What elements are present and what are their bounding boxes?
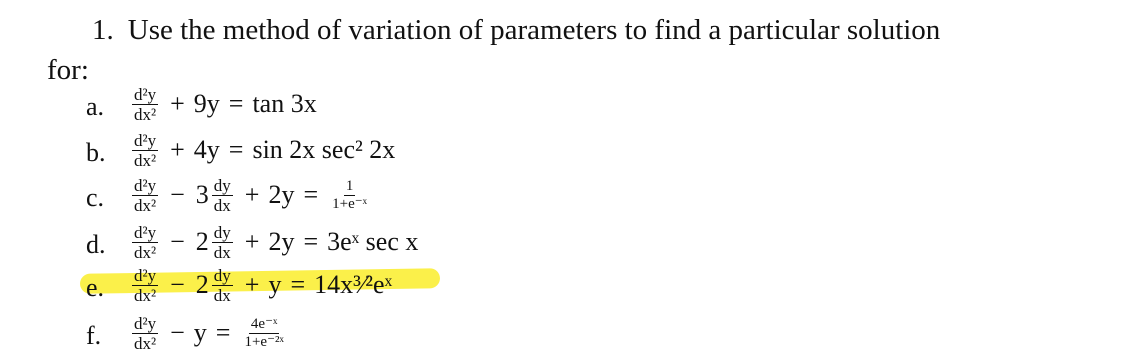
plus-sign: + <box>244 180 260 209</box>
plus-sign: + <box>170 89 185 118</box>
term: 2y <box>268 227 295 256</box>
right-hand-side: 3eˣ sec x <box>327 227 419 256</box>
term: y <box>193 318 207 347</box>
equation-item-c <box>86 175 646 215</box>
equation-item-b <box>86 130 646 170</box>
coefficient: 2 <box>195 270 209 299</box>
second-derivative: $\frac{\text{d²y}}{\text{dx²}}$ <box>134 313 157 353</box>
term: 9y <box>193 89 220 118</box>
item-label: f. <box>86 321 102 350</box>
plus-sign: + <box>244 270 260 299</box>
item-label: a. <box>86 92 105 121</box>
second-derivative: $\frac{\text{d²y}}{\text{dx²}}$ <box>134 175 157 215</box>
equation <box>129 175 372 215</box>
equals-sign: = <box>303 227 319 256</box>
second-derivative: $\frac{\text{d²y}}{\text{dx²}}$ <box>134 84 157 124</box>
minus-sign: − <box>170 270 185 299</box>
term: 4y <box>193 135 220 164</box>
first-derivative: $\frac{dy}{dx}$ <box>213 175 231 215</box>
item-label: c. <box>86 183 105 212</box>
first-derivative: $\frac{dy}{dx}$ <box>213 222 231 262</box>
item-label: b. <box>86 138 106 167</box>
equals-sign: = <box>228 135 244 164</box>
equation <box>129 313 289 353</box>
equals-sign: = <box>215 318 231 347</box>
second-derivative: $\frac{\text{d²y}}{\text{dx²}}$ <box>134 130 157 170</box>
right-hand-side: 14x³⁄²eˣ <box>314 270 393 299</box>
second-derivative: $\frac{\text{d²y}}{\text{dx²}}$ <box>134 265 157 305</box>
equation-item-f <box>86 313 646 353</box>
equation <box>129 222 418 262</box>
equation-item-d <box>86 222 646 262</box>
term: y <box>268 270 282 299</box>
equation <box>129 265 392 305</box>
equation <box>129 130 395 170</box>
right-hand-side-fraction: $\frac{\text{4e⁻ˣ}}{\text{1+e⁻²ˣ}}$ <box>244 315 284 350</box>
equation-item-a <box>86 84 646 124</box>
right-hand-side-fraction: $\frac{1}{\text{1+e⁻ˣ}}$ <box>332 177 367 212</box>
item-label: e. <box>86 273 105 302</box>
first-derivative: $\frac{dy}{dx}$ <box>213 265 231 305</box>
coefficient: 2 <box>195 227 209 256</box>
equation-item-e <box>86 265 646 305</box>
term: 2y <box>268 180 295 209</box>
question-body: Use the method of variation of parameters to find a particular solution <box>127 14 941 46</box>
equals-sign: = <box>228 89 244 118</box>
item-label: d. <box>86 230 106 259</box>
equals-sign: = <box>290 270 306 299</box>
question-text <box>92 14 940 47</box>
plus-sign: + <box>170 135 185 164</box>
minus-sign: − <box>170 318 185 347</box>
coefficient: 3 <box>195 180 209 209</box>
plus-sign: + <box>244 227 260 256</box>
minus-sign: − <box>170 180 185 209</box>
right-hand-side: sin 2x sec² 2x <box>252 135 396 164</box>
question-number: 1. <box>92 14 114 46</box>
second-derivative: $\frac{\text{d²y}}{\text{dx²}}$ <box>134 222 157 262</box>
equals-sign: = <box>303 180 319 209</box>
minus-sign: − <box>170 227 185 256</box>
right-hand-side: tan 3x <box>252 89 317 118</box>
equation <box>129 84 317 124</box>
question-continuation: for: <box>47 54 89 86</box>
